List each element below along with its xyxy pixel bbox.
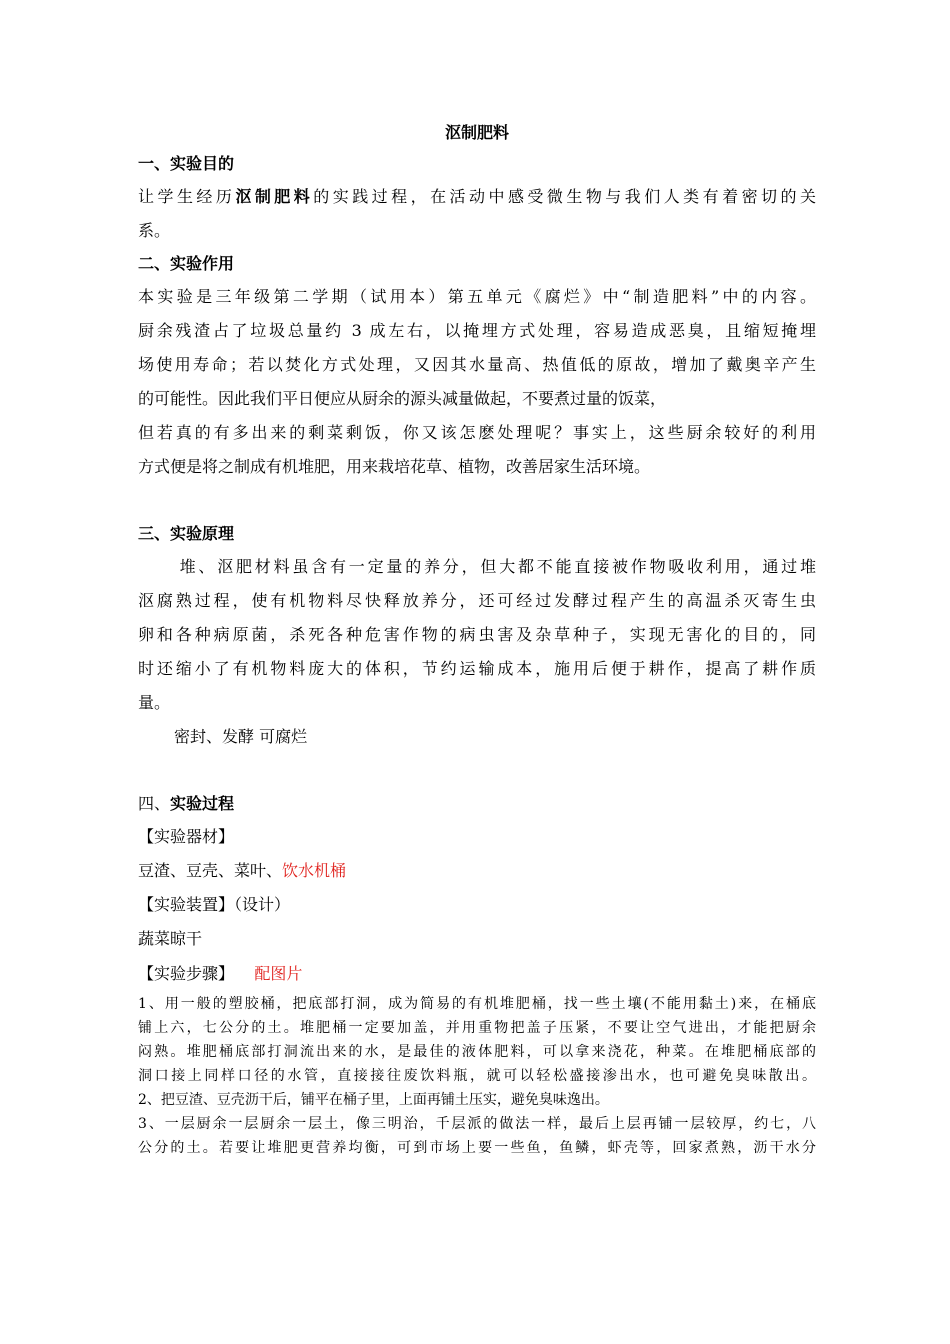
materials-line bbox=[138, 854, 816, 888]
s2-line: 的可能性。因此我们平日便应从厨余的源头减量做起，不要煮过量的饭菜， bbox=[138, 389, 667, 408]
device-text: 蔬菜晾干 bbox=[138, 929, 203, 948]
section-1-heading: 一、实验目的 bbox=[138, 154, 235, 173]
s3-line: 时还缩小了有机物料庞大的体积，节约运输成本，施用后便于耕作，提高了耕作质 bbox=[138, 659, 816, 678]
s1-text-pre: 让学生经历 bbox=[138, 187, 236, 206]
steps-red-note: 配图片 bbox=[254, 964, 303, 983]
step-line: 洞口接上同样口径的水管，直接接往废饮料瓶，就可以轻松盛接渗出水，也可避免臭味散出。 bbox=[138, 1068, 816, 1084]
s2-line: 方式便是将之制成有机堆肥，用来栽培花草、植物，改善居家生活环境。 bbox=[138, 457, 651, 476]
step-line: 铺上六，七公分的土。堆肥桶一定要加盖，并用重物把盖子压紧，不要让空气进出，才能把厨余 bbox=[138, 1020, 816, 1036]
s3-note: 密封、发酵 可腐烂 bbox=[174, 727, 308, 746]
step-line: 1、用一般的塑胶桶，把底部打洞，成为简易的有机堆肥桶，找一些土壤(不能用黏土)来，在桶底 bbox=[138, 996, 816, 1012]
s1-line-2: 系。 bbox=[138, 221, 171, 240]
s1-line-1 bbox=[138, 180, 816, 214]
spacer bbox=[138, 754, 816, 788]
step-line: 闷熟。堆肥桶底部打洞流出来的水，是最佳的液体肥料，可以拿来浇花，种菜。在堆肥桶底部的 bbox=[138, 1044, 816, 1060]
s3-line: 沤腐熟过程，使有机物料尽快释放养分，还可经过发酵过程产生的高温杀灭寄生虫 bbox=[138, 591, 816, 610]
s3-line: 量。 bbox=[138, 693, 171, 712]
steps-label-line bbox=[138, 956, 816, 992]
section-4-number: 四、 bbox=[138, 794, 171, 813]
s2-line: 厨余残渣占了垃圾总量约 3 成左右，以掩埋方式处理，容易造成恶臭，且缩短掩埋 bbox=[138, 321, 816, 340]
steps-label: 【实验步骤】 bbox=[138, 964, 235, 983]
section-3-heading: 三、实验原理 bbox=[138, 524, 235, 543]
materials-label: 【实验器材】 bbox=[138, 827, 235, 846]
document-page bbox=[138, 118, 816, 1160]
s3-line: 堆、沤肥材料虽含有一定量的养分，但大都不能直接被作物吸收利用，通过堆 bbox=[179, 557, 816, 576]
doc-title: 沤制肥料 bbox=[444, 123, 509, 142]
section-4-title: 实验过程 bbox=[170, 794, 235, 813]
materials-text: 豆渣、豆壳、菜叶、 bbox=[138, 861, 283, 880]
spacer bbox=[138, 484, 816, 518]
s3-line: 卵和各种病原菌，杀死各种危害作物的病虫害及杂草种子，实现无害化的目的，同 bbox=[138, 625, 816, 644]
step-line: 3、一层厨余一层厨余一层土，像三明治，千层派的做法一样，最后上层再铺一层较厚，约七，八 bbox=[138, 1116, 816, 1132]
step-line: 公分的土。若要让堆肥更营养均衡，可到市场上要一些鱼，鱼鳞，虾壳等，回家煮熟，沥干水分 bbox=[138, 1140, 816, 1156]
s1-text-post: 的实践过程，在活动中感受微生物与我们人类有着密切的关 bbox=[313, 187, 816, 206]
s2-line: 但若真的有多出来的剩菜剩饭，你又该怎麽处理呢？事实上，这些厨余较好的利用 bbox=[138, 423, 816, 442]
steps-list bbox=[138, 992, 816, 1160]
materials-red-text: 饮水机桶 bbox=[282, 861, 347, 880]
device-label: 【实验装置】（设计） bbox=[138, 895, 291, 914]
step-line: 2、把豆渣、豆壳沥干后，铺平在桶子里，上面再铺土压实，避免臭味逸出。 bbox=[138, 1092, 609, 1108]
s1-text-bold: 沤制肥料 bbox=[235, 187, 314, 206]
s2-line: 场使用寿命；若以焚化方式处理，又因其水量高、热值低的原故，增加了戴奥辛产生 bbox=[138, 355, 816, 374]
s2-line: 本实验是三年级第二学期（试用本）第五单元《腐烂》中“制造肥料”中的内容。 bbox=[138, 287, 816, 306]
section-2-heading: 二、实验作用 bbox=[138, 254, 235, 273]
section-4-heading bbox=[138, 788, 816, 820]
